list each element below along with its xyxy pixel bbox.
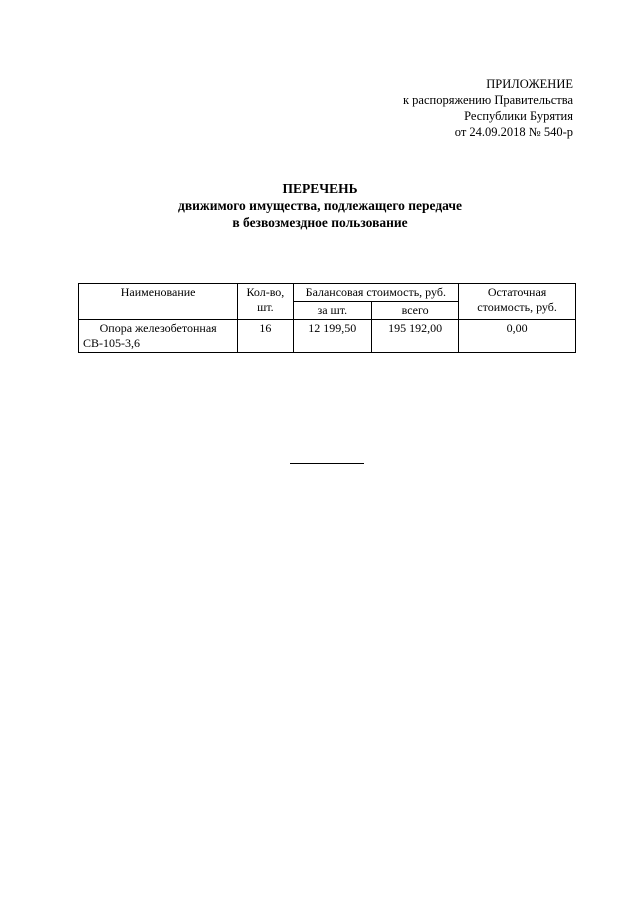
appendix-date-number: от 24.09.2018 № 540-р xyxy=(454,125,573,139)
header-total: всего xyxy=(372,302,459,320)
title-line-1: ПЕРЕЧЕНЬ xyxy=(282,181,358,196)
property-table xyxy=(78,283,576,353)
header-residual: Остаточная стоимость, руб. xyxy=(459,284,576,320)
header-qty: Кол-во, шт. xyxy=(238,284,293,320)
document-title xyxy=(0,180,640,231)
header-balance: Балансовая стоимость, руб. xyxy=(293,284,459,302)
appendix-title: ПРИЛОЖЕНИЕ xyxy=(486,77,573,91)
table-header-row xyxy=(79,284,576,302)
header-name: Наименование xyxy=(79,284,238,320)
table-row xyxy=(79,320,576,353)
title-line-2: движимого имущества, подлежащего передаче xyxy=(178,198,462,213)
cell-qty: 16 xyxy=(238,320,293,353)
appendix-republic: Республики Бурятия xyxy=(464,109,573,123)
end-divider-line xyxy=(290,463,364,464)
cell-name: Опора железобетонная СВ-105-3,6 xyxy=(79,320,238,353)
appendix-block xyxy=(403,76,573,140)
cell-residual: 0,00 xyxy=(459,320,576,353)
appendix-order: к распоряжению Правительства xyxy=(402,93,573,107)
cell-unit-price: 12 199,50 xyxy=(293,320,372,353)
cell-total: 195 192,00 xyxy=(372,320,459,353)
title-line-3: в безвозмездное пользование xyxy=(232,215,408,230)
header-unit-price: за шт. xyxy=(293,302,372,320)
